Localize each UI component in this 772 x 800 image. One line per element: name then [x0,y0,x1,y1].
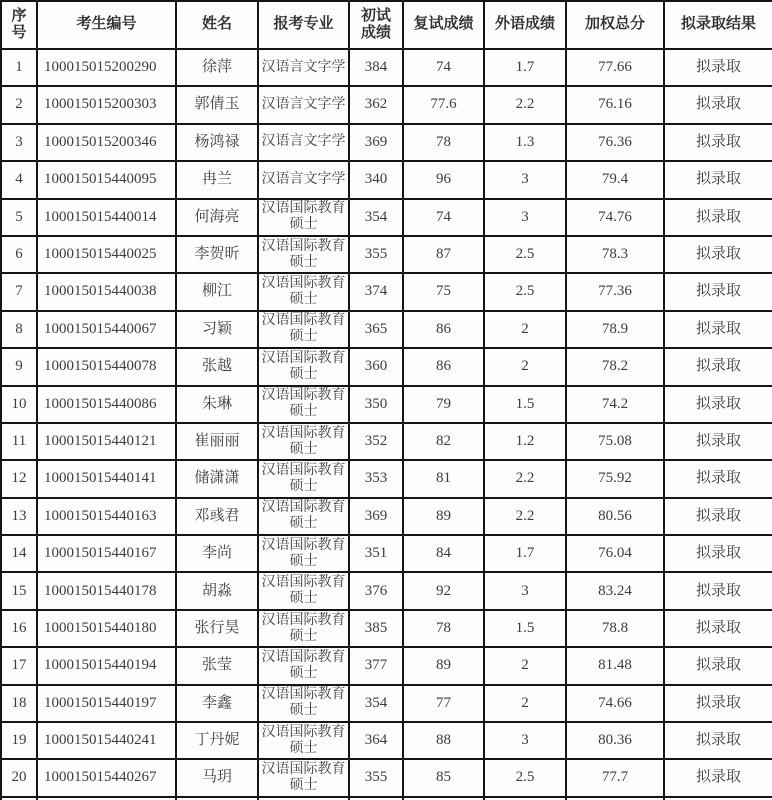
cell-id: 100015015440241 [37,722,176,759]
cell-weighted-total: 77.66 [566,49,664,86]
cell-no: 17 [1,647,37,684]
cell-id: 100015015440141 [37,460,176,497]
cell-id: 100015015440163 [37,498,176,535]
header-row [1,1,772,49]
cell-major: 汉语国际教育硕士 [258,498,349,535]
cell-foreign-lang-score: 3 [484,161,566,198]
cell-initial-score: 360 [349,348,403,385]
table-row [1,498,772,535]
cell-retest-score: 89 [403,647,484,684]
cell-initial-score: 354 [349,199,403,236]
cell-result: 拟录取 [664,759,772,796]
cell-retest-score: 78 [403,124,484,161]
cell-result: 拟录取 [664,722,772,759]
cell-name: 朱琳 [176,386,258,423]
cell-foreign-lang-score: 2 [484,311,566,348]
cell-major: 汉语国际教育硕士 [258,722,349,759]
cell-name: 李贺昕 [176,236,258,273]
table-row [1,86,772,123]
cell-initial-score: 377 [349,647,403,684]
cell-major: 汉语言文字学 [258,49,349,86]
cell-result: 拟录取 [664,199,772,236]
cell-result: 拟录取 [664,423,772,460]
table-header [1,1,772,49]
cell-initial-score: 353 [349,460,403,497]
header-initial-score: 初试成绩 [349,1,403,49]
cell-id: 100015015440095 [37,161,176,198]
table-body [1,49,772,800]
cell-no: 1 [1,49,37,86]
cell-foreign-lang-score: 2 [484,685,566,722]
header-name: 姓名 [176,1,258,49]
cell-id: 100015015440025 [37,236,176,273]
cell-weighted-total: 77.36 [566,273,664,310]
cell-name: 李鑫 [176,685,258,722]
cell-name: 胡淼 [176,572,258,609]
cell-result: 拟录取 [664,572,772,609]
cell-no: 2 [1,86,37,123]
cell-no: 19 [1,722,37,759]
cell-major: 汉语言文字学 [258,86,349,123]
cell-no: 7 [1,273,37,310]
cell-weighted-total: 78.8 [566,610,664,647]
cell-weighted-total: 80.36 [566,722,664,759]
cell-no: 3 [1,124,37,161]
cell-initial-score: 355 [349,236,403,273]
cell-retest-score: 77.6 [403,86,484,123]
header-foreign-score: 外语成绩 [484,1,566,49]
cell-result: 拟录取 [664,161,772,198]
cell-no: 16 [1,610,37,647]
cell-name: 柳江 [176,273,258,310]
table-row [1,236,772,273]
cell-id: 100015015440194 [37,647,176,684]
header-weighted-total: 加权总分 [566,1,664,49]
cell-weighted-total: 76.16 [566,86,664,123]
cell-initial-score: 340 [349,161,403,198]
cell-retest-score: 88 [403,722,484,759]
table-row [1,610,772,647]
cell-weighted-total: 79.4 [566,161,664,198]
cell-name: 崔丽丽 [176,423,258,460]
cell-retest-score: 74 [403,199,484,236]
cell-no: 12 [1,460,37,497]
cell-weighted-total: 83.24 [566,572,664,609]
cell-weighted-total: 75.08 [566,423,664,460]
table-row [1,647,772,684]
cell-major: 汉语国际教育硕士 [258,348,349,385]
cell-id: 100015015440078 [37,348,176,385]
cell-weighted-total: 81.48 [566,647,664,684]
cell-weighted-total: 78.9 [566,311,664,348]
table-row [1,535,772,572]
cell-major: 汉语国际教育硕士 [258,572,349,609]
cell-name: 冉兰 [176,161,258,198]
table-row [1,685,772,722]
cell-major: 汉语国际教育硕士 [258,647,349,684]
cell-no: 8 [1,311,37,348]
cell-retest-score: 87 [403,236,484,273]
cell-result: 拟录取 [664,460,772,497]
cell-name: 邓彧君 [176,498,258,535]
cell-name: 丁丹妮 [176,722,258,759]
cell-no: 9 [1,348,37,385]
cell-retest-score: 75 [403,273,484,310]
cell-result: 拟录取 [664,49,772,86]
cell-result: 拟录取 [664,647,772,684]
table-row [1,273,772,310]
cell-result: 拟录取 [664,124,772,161]
cell-foreign-lang-score: 2.5 [484,273,566,310]
cell-no: 15 [1,572,37,609]
cell-id: 100015015440067 [37,311,176,348]
cell-weighted-total: 74.66 [566,685,664,722]
cell-weighted-total: 76.36 [566,124,664,161]
cell-foreign-lang-score: 1.7 [484,49,566,86]
cell-result: 拟录取 [664,236,772,273]
header-retest-score: 复试成绩 [403,1,484,49]
cell-no: 4 [1,161,37,198]
cell-name: 何海亮 [176,199,258,236]
cell-no: 11 [1,423,37,460]
cell-foreign-lang-score: 2.5 [484,759,566,796]
cell-foreign-lang-score: 1.5 [484,610,566,647]
table-row [1,423,772,460]
cell-result: 拟录取 [664,86,772,123]
cell-result: 拟录取 [664,685,772,722]
cell-weighted-total: 78.3 [566,236,664,273]
cell-id: 100015015440267 [37,759,176,796]
header-major: 报考专业 [258,1,349,49]
table-row [1,572,772,609]
cell-foreign-lang-score: 2.2 [484,498,566,535]
table-row [1,722,772,759]
cell-major: 汉语国际教育硕士 [258,535,349,572]
cell-result: 拟录取 [664,535,772,572]
cell-foreign-lang-score: 1.3 [484,124,566,161]
cell-id: 100015015440180 [37,610,176,647]
cell-weighted-total: 74.2 [566,386,664,423]
table-row [1,348,772,385]
cell-no: 14 [1,535,37,572]
cell-no: 20 [1,759,37,796]
cell-initial-score: 369 [349,124,403,161]
cell-retest-score: 85 [403,759,484,796]
cell-id: 100015015200290 [37,49,176,86]
cell-major: 汉语国际教育硕士 [258,199,349,236]
cell-initial-score: 369 [349,498,403,535]
cell-id: 100015015440014 [37,199,176,236]
cell-name: 张行昊 [176,610,258,647]
cell-retest-score: 82 [403,423,484,460]
cell-major: 汉语言文字学 [258,124,349,161]
cell-name: 李尚 [176,535,258,572]
cell-initial-score: 376 [349,572,403,609]
cell-major: 汉语国际教育硕士 [258,759,349,796]
cell-foreign-lang-score: 2.5 [484,236,566,273]
cell-foreign-lang-score: 2.2 [484,86,566,123]
header-candidate-id: 考生编号 [37,1,176,49]
cell-foreign-lang-score: 3 [484,199,566,236]
cell-foreign-lang-score: 1.7 [484,535,566,572]
cell-id: 100015015200303 [37,86,176,123]
cell-initial-score: 385 [349,610,403,647]
cell-id: 100015015440178 [37,572,176,609]
cell-initial-score: 352 [349,423,403,460]
cell-retest-score: 86 [403,348,484,385]
cell-name: 郭倩玉 [176,86,258,123]
table-row [1,460,772,497]
header-no: 序号 [1,1,37,49]
cell-result: 拟录取 [664,386,772,423]
cell-initial-score: 355 [349,759,403,796]
table-row [1,386,772,423]
cell-no: 10 [1,386,37,423]
cell-name: 张莹 [176,647,258,684]
cell-major: 汉语国际教育硕士 [258,236,349,273]
table-row [1,311,772,348]
cell-retest-score: 78 [403,610,484,647]
cell-foreign-lang-score: 3 [484,572,566,609]
cell-id: 100015015440086 [37,386,176,423]
cell-major: 汉语国际教育硕士 [258,386,349,423]
cell-no: 18 [1,685,37,722]
cell-weighted-total: 74.76 [566,199,664,236]
cell-weighted-total: 75.92 [566,460,664,497]
cell-retest-score: 77 [403,685,484,722]
cell-major: 汉语国际教育硕士 [258,610,349,647]
cell-retest-score: 86 [403,311,484,348]
cell-initial-score: 365 [349,311,403,348]
cell-retest-score: 96 [403,161,484,198]
cell-result: 拟录取 [664,311,772,348]
table-row [1,199,772,236]
cell-retest-score: 92 [403,572,484,609]
cell-id: 100015015200346 [37,124,176,161]
cell-major: 汉语国际教育硕士 [258,685,349,722]
cell-name: 杨鸿禄 [176,124,258,161]
cell-foreign-lang-score: 2.2 [484,460,566,497]
cell-name: 张越 [176,348,258,385]
cell-initial-score: 384 [349,49,403,86]
cell-foreign-lang-score: 3 [484,722,566,759]
cell-initial-score: 351 [349,535,403,572]
cell-major: 汉语国际教育硕士 [258,423,349,460]
header-result: 拟录取结果 [664,1,772,49]
cell-id: 100015015440121 [37,423,176,460]
cell-weighted-total: 78.2 [566,348,664,385]
table-row [1,49,772,86]
cell-no: 5 [1,199,37,236]
table-row [1,759,772,796]
cell-initial-score: 364 [349,722,403,759]
cell-major: 汉语国际教育硕士 [258,311,349,348]
cell-initial-score: 354 [349,685,403,722]
cell-name: 储潇潇 [176,460,258,497]
cell-result: 拟录取 [664,273,772,310]
cell-major: 汉语国际教育硕士 [258,273,349,310]
cell-major: 汉语国际教育硕士 [258,460,349,497]
cell-foreign-lang-score: 2 [484,647,566,684]
cell-retest-score: 89 [403,498,484,535]
cell-weighted-total: 80.56 [566,498,664,535]
cell-result: 拟录取 [664,610,772,647]
cell-id: 100015015440197 [37,685,176,722]
cell-foreign-lang-score: 1.5 [484,386,566,423]
cell-foreign-lang-score: 2 [484,348,566,385]
cell-initial-score: 374 [349,273,403,310]
cell-no: 13 [1,498,37,535]
cell-major: 汉语言文字学 [258,161,349,198]
table-row [1,124,772,161]
cell-foreign-lang-score: 1.2 [484,423,566,460]
cell-initial-score: 362 [349,86,403,123]
cell-retest-score: 84 [403,535,484,572]
cell-weighted-total: 77.7 [566,759,664,796]
cell-name: 徐萍 [176,49,258,86]
cell-initial-score: 350 [349,386,403,423]
cell-result: 拟录取 [664,348,772,385]
cell-retest-score: 74 [403,49,484,86]
cell-name: 马玥 [176,759,258,796]
cell-name: 习颖 [176,311,258,348]
cell-id: 100015015440038 [37,273,176,310]
cell-id: 100015015440167 [37,535,176,572]
table-row [1,161,772,198]
cell-retest-score: 81 [403,460,484,497]
cell-result: 拟录取 [664,498,772,535]
cell-retest-score: 79 [403,386,484,423]
cell-no: 6 [1,236,37,273]
cell-weighted-total: 76.04 [566,535,664,572]
